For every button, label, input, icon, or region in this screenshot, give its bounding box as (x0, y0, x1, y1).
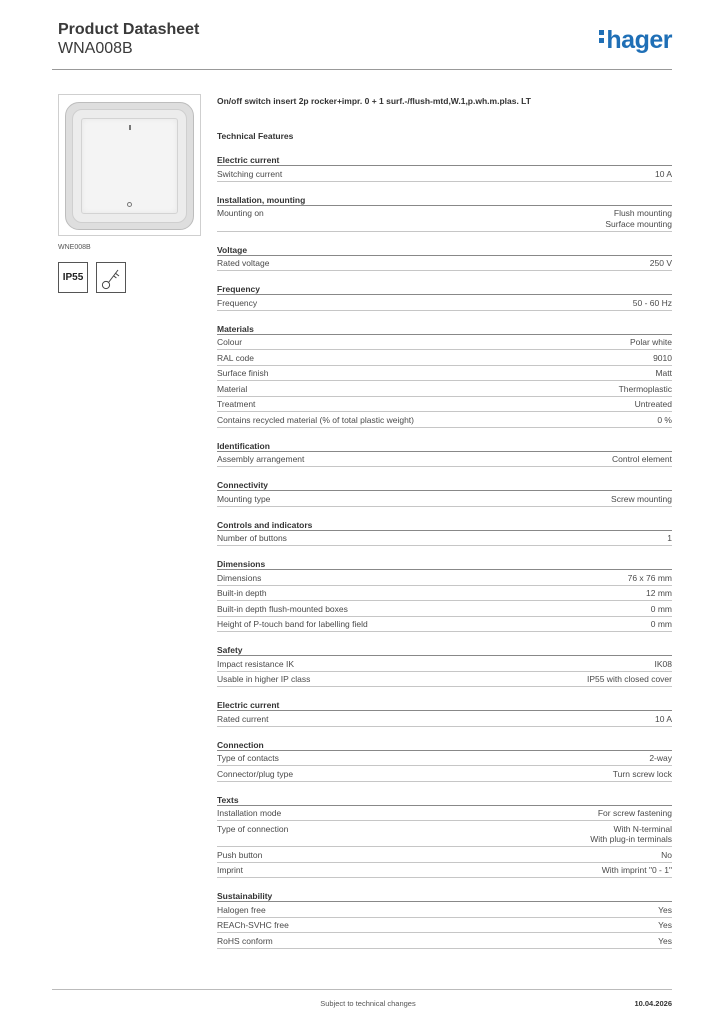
feature-value-line: Matt (655, 368, 672, 378)
feature-label: Impact resistance IK (217, 658, 295, 669)
feature-value-line: Yes (658, 904, 672, 915)
feature-row (217, 335, 672, 351)
feature-value-line: With plug-in terminals (590, 834, 672, 844)
feature-section (217, 645, 672, 687)
feature-row (217, 586, 672, 602)
feature-value-line: Yes (658, 935, 672, 946)
feature-row (217, 166, 672, 182)
feature-section (217, 740, 672, 782)
feature-row (217, 412, 672, 428)
section-title: Identification (217, 441, 672, 452)
feature-value-line: No (661, 849, 672, 860)
feature-label: Type of connection (217, 823, 289, 834)
feature-section (217, 795, 672, 879)
feature-value (628, 573, 672, 584)
feature-row (217, 295, 672, 311)
feature-value (602, 865, 672, 876)
feature-value-line: IK08 (654, 658, 672, 669)
feature-value-line: 12 mm (646, 588, 672, 598)
feature-row (217, 918, 672, 934)
feature-label: Height of P-touch band for labelling field (217, 619, 368, 629)
feature-label: Imprint (217, 865, 243, 875)
feature-label: RoHS conform (217, 935, 273, 946)
feature-value (587, 674, 672, 685)
feature-value-line: With imprint "0 - 1" (601, 865, 672, 875)
feature-value-line: Thermoplastic (618, 383, 672, 394)
feature-row (217, 617, 672, 633)
feature-value (658, 905, 672, 916)
feature-value (661, 850, 672, 861)
feature-value (651, 604, 672, 615)
product-image (58, 94, 201, 236)
feature-value (655, 169, 672, 180)
feature-value-line: 9010 (653, 352, 672, 363)
feature-value (657, 415, 672, 426)
feature-value-line: 50 - 60 Hz (632, 297, 672, 308)
feature-label: REACh-SVHC free (217, 920, 289, 930)
feature-label: Surface finish (217, 368, 269, 378)
section-title: Sustainability (217, 891, 672, 902)
feature-label: Switching current (217, 168, 283, 179)
feature-value (619, 384, 672, 395)
feature-value-line: 76 x 76 mm (627, 572, 672, 583)
section-title: Connection (217, 740, 672, 751)
on-mark-icon (129, 125, 131, 130)
feature-value-line: IP55 with closed cover (586, 674, 672, 684)
rocker-switch (81, 118, 178, 214)
key-icon (96, 262, 126, 293)
feature-value (630, 337, 672, 348)
feature-value-line: Surface mounting (605, 218, 672, 229)
feature-label: Frequency (217, 297, 258, 308)
feature-row (217, 847, 672, 863)
feature-value (655, 659, 673, 670)
feature-value (590, 824, 672, 845)
feature-section (217, 155, 672, 182)
feature-value (611, 494, 672, 505)
feature-label: Number of buttons (217, 533, 287, 543)
technical-features-title: Technical Features (217, 131, 294, 141)
feature-label: Colour (217, 337, 243, 347)
feature-value-line: Screw mounting (611, 493, 672, 504)
feature-value-line: 2-way (649, 753, 672, 763)
feature-row (217, 491, 672, 507)
feature-row (217, 397, 672, 413)
feature-value (649, 753, 672, 764)
footer-divider (52, 989, 672, 990)
image-caption: WNE008B (58, 244, 91, 251)
feature-section (217, 520, 672, 547)
feature-label: RAL code (217, 352, 255, 363)
feature-value (613, 769, 672, 780)
feature-label: Connector/plug type (217, 768, 294, 779)
feature-value-line: Yes (658, 920, 672, 930)
feature-label: Rated current (217, 713, 269, 724)
feature-value-line: 0 mm (650, 603, 672, 614)
feature-value-line: Turn screw lock (612, 768, 672, 779)
feature-label: Mounting on (217, 208, 264, 218)
section-title: Texts (217, 795, 672, 806)
feature-section (217, 245, 672, 272)
feature-label: Built-in depth flush-mounted boxes (217, 603, 348, 614)
feature-value (598, 808, 672, 819)
feature-section (217, 195, 672, 232)
feature-label: Mounting type (217, 493, 271, 504)
feature-value (667, 533, 672, 544)
feature-section (217, 324, 672, 428)
feature-value-line: 10 A (654, 168, 672, 179)
header-divider (52, 69, 672, 70)
feature-section (217, 480, 672, 507)
feature-row (217, 902, 672, 918)
feature-value-line: With N-terminal (613, 823, 672, 834)
feature-value (633, 298, 672, 309)
feature-label: Halogen free (217, 904, 266, 915)
feature-row (217, 656, 672, 672)
feature-value (658, 920, 672, 931)
feature-row (217, 601, 672, 617)
logo-text: hager (606, 26, 672, 54)
feature-value-line: 0 % (657, 414, 672, 425)
section-title: Electric current (217, 700, 672, 711)
feature-label: Contains recycled material (% of total plastic weight) (217, 414, 414, 425)
feature-row (217, 821, 672, 847)
feature-label: Dimensions (217, 572, 262, 583)
feature-row (217, 256, 672, 272)
feature-label: Material (217, 383, 248, 394)
ip55-badge: IP55 (58, 262, 88, 293)
feature-row (217, 381, 672, 397)
feature-section (217, 284, 672, 311)
product-description: On/off switch insert 2p rocker+impr. 0 + 1 surf.-/flush-mtd,W.1,p.wh.m.plas. LT (217, 96, 531, 106)
feature-label: Push button (217, 849, 263, 860)
feature-value-line: 250 V (649, 258, 672, 268)
feature-section (217, 891, 672, 949)
feature-value-line: Control element (611, 454, 672, 464)
feature-label: Assembly arrangement (217, 454, 305, 464)
feature-row (217, 711, 672, 727)
feature-value-line: 0 mm (650, 619, 672, 629)
feature-row (217, 766, 672, 782)
feature-row (217, 933, 672, 949)
feature-value-line: For screw fastening (597, 808, 672, 818)
feature-label: Usable in higher IP class (217, 674, 311, 684)
feature-value (650, 258, 672, 269)
feature-value (658, 936, 672, 947)
feature-sections (217, 155, 672, 949)
logo-dots-icon (599, 30, 604, 46)
feature-label: Installation mode (217, 808, 282, 818)
feature-row (217, 452, 672, 468)
feature-value (655, 714, 672, 725)
feature-value-line: Flush mounting (613, 208, 672, 218)
feature-section (217, 441, 672, 468)
section-title: Safety (217, 645, 672, 656)
feature-row (217, 672, 672, 688)
feature-value (651, 619, 672, 630)
feature-value (655, 368, 672, 379)
feature-label: Type of contacts (217, 753, 279, 763)
section-title: Frequency (217, 284, 672, 295)
feature-section (217, 559, 672, 632)
section-title: Materials (217, 324, 672, 335)
section-title: Controls and indicators (217, 520, 672, 531)
section-title: Electric current (217, 155, 672, 166)
feature-row (217, 350, 672, 366)
feature-row (217, 751, 672, 767)
technical-content (217, 95, 672, 949)
feature-section (217, 700, 672, 727)
hager-logo (599, 26, 672, 55)
feature-value-line: 10 A (654, 713, 672, 724)
document-title: Product Datasheet (58, 21, 200, 38)
feature-value (653, 353, 672, 364)
product-code: WNA008B (58, 40, 133, 57)
feature-label: Rated voltage (217, 258, 270, 268)
feature-row (217, 366, 672, 382)
section-title: Installation, mounting (217, 195, 672, 206)
feature-label: Built-in depth (217, 588, 267, 598)
feature-value-line: Polar white (629, 337, 672, 347)
document-header (58, 20, 199, 58)
feature-row (217, 531, 672, 547)
feature-value-line: 1 (667, 533, 672, 543)
section-title: Connectivity (217, 480, 672, 491)
feature-label: Treatment (217, 399, 256, 409)
feature-row (217, 863, 672, 879)
feature-value-line: Untreated (634, 399, 672, 409)
footer-date: 10.04.2026 (634, 999, 672, 1008)
footer-note: Subject to technical changes (320, 999, 416, 1008)
feature-value (646, 588, 672, 599)
feature-value (605, 208, 672, 229)
feature-row (217, 206, 672, 232)
feature-row (217, 570, 672, 586)
feature-value (612, 454, 672, 465)
section-title: Dimensions (217, 559, 672, 570)
switch-cover-plate (65, 102, 194, 230)
off-mark-icon (127, 202, 132, 207)
section-title: Voltage (217, 245, 672, 256)
feature-row (217, 806, 672, 822)
feature-value (635, 399, 672, 410)
